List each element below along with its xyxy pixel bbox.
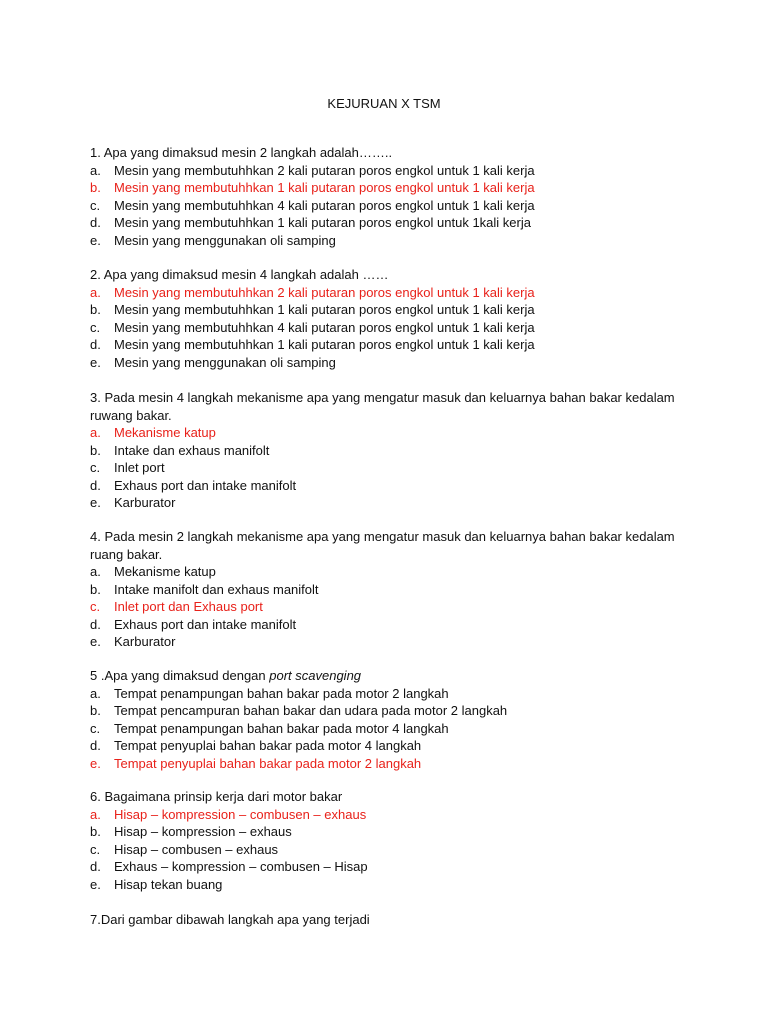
question-term: port scavenging: [269, 668, 362, 683]
option-text: Tempat penyuplai bahan bakar pada motor 2 langkah: [114, 755, 422, 771]
option-c: [90, 459, 690, 477]
option-letter: c.: [90, 197, 101, 213]
question-stem: . Apa yang dimaksud mesin 2 langkah adalah……..: [97, 145, 393, 160]
option-text: Mekanisme katup: [114, 425, 216, 440]
question-6: [90, 788, 690, 893]
option-letter: b.: [90, 180, 101, 195]
option-a: [90, 284, 690, 302]
option-e: [90, 232, 690, 250]
option-letter: d.: [90, 337, 101, 352]
option-text: Mekanisme katup: [114, 564, 216, 579]
option-b: [90, 179, 690, 197]
option-letter: c.: [90, 841, 101, 857]
option-letter: b.: [90, 824, 101, 839]
question-number: 5: [90, 668, 98, 683]
option-text: Tempat penampungan bahan bakar pada motor 4 langkah: [114, 720, 449, 736]
option-letter: d.: [90, 738, 101, 753]
option-text: Intake manifolt dan exhaus manifolt: [114, 581, 319, 597]
option-letter: d.: [90, 477, 101, 493]
option-a: [90, 424, 690, 442]
option-letter: c.: [90, 720, 101, 736]
question-3: [90, 389, 690, 512]
option-c: [90, 720, 690, 738]
question-4: [90, 528, 690, 651]
option-letter: e.: [90, 755, 101, 771]
option-text: Tempat pencampuran bahan bakar dan udara pada motor 2 langkah: [114, 703, 508, 718]
question-number: 3: [90, 390, 98, 405]
option-e: [90, 876, 690, 894]
option-e: [90, 755, 690, 773]
option-text: Mesin yang membutuhhkan 4 kali putaran poros engkol untuk 1 kali kerja: [114, 197, 535, 213]
question-number: 7: [90, 912, 98, 927]
option-text: Inlet port dan Exhaus port: [114, 599, 263, 614]
option-text: Hisap – kompression – exhaus: [114, 824, 292, 839]
question-stem: . Pada mesin 4 langkah mekanisme apa yang mengatur masuk dan keluarnya bahan bakar kedalam ruwang bakar.: [90, 390, 675, 423]
option-a: [90, 685, 690, 703]
option-letter: e.: [90, 876, 101, 892]
question-1: [90, 144, 690, 249]
question-number: 6: [90, 789, 98, 804]
option-text: Tempat penampungan bahan bakar pada motor 2 langkah: [114, 685, 449, 701]
option-text: Exhaus port dan intake manifolt: [114, 616, 297, 632]
option-b: [90, 442, 690, 460]
option-text: Mesin yang membutuhhkan 2 kali putaran poros engkol untuk 1 kali kerja: [114, 162, 535, 178]
option-text: Mesin yang membutuhhkan 1 kali putaran poros engkol untuk 1 kali kerja: [114, 302, 535, 317]
option-d: [90, 616, 690, 634]
option-letter: e.: [90, 354, 101, 370]
option-text: Mesin yang membutuhhkan 2 kali putaran poros engkol untuk 1 kali kerja: [114, 284, 535, 300]
question-stem: .Apa yang dimaksud dengan: [97, 668, 270, 683]
option-letter: d.: [90, 215, 101, 230]
question-number: 1: [90, 145, 98, 160]
option-letter: b.: [90, 703, 101, 718]
option-letter: e.: [90, 634, 101, 649]
option-text: Intake dan exhaus manifolt: [114, 442, 270, 458]
option-a: [90, 162, 690, 180]
page-title: KEJURUAN X TSM: [327, 96, 441, 111]
question-stem: . Bagaimana prinsip kerja dari motor bakar: [97, 789, 343, 804]
option-d: [90, 737, 690, 755]
question-5: [90, 667, 690, 772]
question-7: [90, 911, 690, 929]
option-text: Hisap – combusen – exhaus: [114, 841, 279, 857]
option-c: [90, 319, 690, 337]
question-text: [90, 266, 690, 284]
option-text: Mesin yang menggunakan oli samping: [114, 354, 336, 370]
option-text: Karburator: [114, 634, 176, 649]
option-text: Tempat penyuplai bahan bakar pada motor 4 langkah: [114, 738, 422, 753]
option-letter: c.: [90, 319, 101, 335]
option-a: [90, 806, 690, 824]
option-e: [90, 354, 690, 372]
option-letter: a.: [90, 284, 101, 300]
question-stem: .Dari gambar dibawah langkah apa yang terjadi: [97, 912, 370, 927]
option-letter: a.: [90, 806, 101, 822]
option-b: [90, 702, 690, 720]
option-b: [90, 581, 690, 599]
option-text: Hisap tekan buang: [114, 876, 223, 892]
option-text: Mesin yang membutuhhkan 1 kali putaran poros engkol untuk 1 kali kerja: [114, 180, 535, 195]
option-letter: e.: [90, 495, 101, 510]
option-letter: a.: [90, 685, 101, 701]
option-text: Mesin yang membutuhhkan 1 kali putaran poros engkol untuk 1 kali kerja: [114, 337, 535, 352]
option-d: [90, 336, 690, 354]
option-letter: d.: [90, 859, 101, 874]
option-a: [90, 563, 690, 581]
option-text: Mesin yang membutuhhkan 1 kali putaran poros engkol untuk 1kali kerja: [114, 215, 531, 230]
option-text: Hisap – kompression – combusen – exhaus: [114, 806, 367, 822]
option-e: [90, 633, 690, 651]
option-text: Mesin yang menggunakan oli samping: [114, 232, 336, 248]
option-text: Inlet port: [114, 460, 165, 475]
option-letter: b.: [90, 302, 101, 317]
question-2: [90, 266, 690, 371]
option-letter: d.: [90, 616, 101, 632]
option-text: Exhaus – kompression – combusen – Hisap: [114, 859, 368, 874]
option-letter: e.: [90, 232, 101, 248]
option-text: Mesin yang membutuhhkan 4 kali putaran poros engkol untuk 1 kali kerja: [114, 319, 535, 335]
question-number: 4: [90, 529, 98, 544]
option-letter: b.: [90, 442, 101, 458]
option-letter: a.: [90, 564, 101, 579]
question-text: [90, 911, 690, 929]
option-text: Karburator: [114, 495, 176, 510]
question-stem: . Apa yang dimaksud mesin 4 langkah adalah ……: [97, 267, 389, 282]
question-text: [90, 389, 690, 424]
question-number: 2: [90, 267, 98, 282]
option-letter: b.: [90, 581, 101, 597]
option-text: Exhaus port dan intake manifolt: [114, 477, 297, 493]
option-c: [90, 841, 690, 859]
question-text: [90, 667, 690, 685]
option-letter: c.: [90, 599, 101, 614]
question-text: [90, 528, 690, 563]
question-stem: . Pada mesin 2 langkah mekanisme apa yang mengatur masuk dan keluarnya bahan bakar kedalam ruang bakar.: [90, 529, 675, 562]
question-text: [90, 144, 690, 162]
option-d: [90, 477, 690, 495]
option-letter: a.: [90, 425, 101, 440]
option-b: [90, 301, 690, 319]
option-e: [90, 494, 690, 512]
option-d: [90, 858, 690, 876]
option-b: [90, 823, 690, 841]
option-d: [90, 214, 690, 232]
option-c: [90, 197, 690, 215]
question-text: [90, 788, 690, 806]
option-letter: a.: [90, 162, 101, 178]
option-c: [90, 598, 690, 616]
option-letter: c.: [90, 460, 101, 475]
